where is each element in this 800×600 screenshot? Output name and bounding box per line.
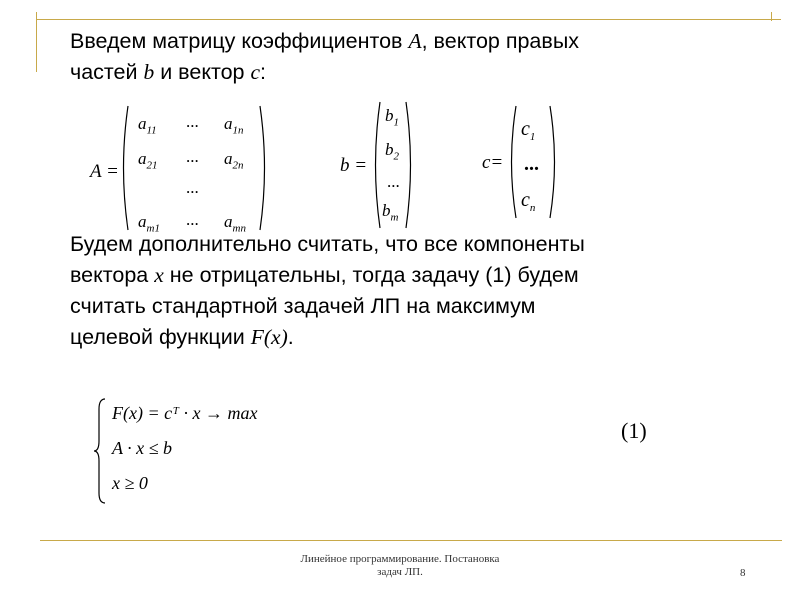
footer-line-2: задач ЛП. (377, 566, 423, 578)
vector-c-entry-2: ... (524, 153, 539, 175)
system-brace (93, 397, 107, 505)
condition-text-2b: не отрицательны, тогда задачу (1) будем (163, 263, 579, 287)
vector-b-right-paren (404, 100, 416, 230)
condition-paragraph (70, 229, 750, 353)
symbol-A: A (408, 29, 422, 53)
intro-text-2: , вектор правых (421, 29, 580, 53)
intro-text-5: : (260, 60, 266, 84)
right-tick (771, 12, 772, 21)
intro-paragraph (70, 26, 730, 88)
top-rule (36, 19, 781, 20)
condition-line-1: Будем дополнительно считать, что все компоненты (70, 232, 585, 256)
matrix-A-cell-12: ... (186, 112, 199, 131)
system-constraint: A · x ≤ b (112, 438, 173, 458)
matrix-A-cell-22: ... (186, 147, 199, 166)
vector-c-entry-1: $c_1$ (521, 118, 536, 143)
matrix-A-cell-42: ... (186, 210, 199, 229)
vector-c-right-paren (548, 104, 560, 220)
vector-c-label: c= (482, 152, 504, 173)
symbol-x: x (154, 263, 164, 287)
left-rule (36, 12, 37, 72)
condition-text-2a: вектора (70, 263, 155, 287)
vector-c-entry-3: $c_n$ (521, 189, 536, 214)
matrix-A-label: A = (90, 161, 119, 182)
footer-line-1: Линейное программирование. Постановка (300, 553, 500, 565)
system-objective: F(x) = cᵀ · x → max (112, 403, 258, 423)
page-number: 8 (740, 567, 746, 579)
matrix-A-cell-23: $a_{2n}$ (224, 149, 244, 172)
vector-b-label: b = (340, 155, 368, 176)
vector-b-entry-3: ... (387, 172, 400, 191)
matrix-A-cell-13: $a_{1n}$ (224, 114, 244, 137)
matrix-A-cell-32: ... (186, 178, 199, 197)
condition-text-4b: . (287, 325, 294, 349)
condition-text-4a: целевой функции (70, 325, 251, 349)
symbol-b: b (143, 60, 155, 84)
matrix-A-cell-11: $a_{11}$ (138, 114, 157, 137)
footer-rule (40, 540, 782, 541)
footer-title (250, 553, 550, 579)
vector-b-left-paren (370, 100, 382, 230)
matrix-A-left-paren (118, 104, 130, 232)
matrix-A-cell-21: $a_{21}$ (138, 149, 158, 172)
vector-b-entry-4: $b_m$ (382, 201, 399, 224)
matrix-A-right-paren (258, 104, 270, 232)
intro-text-4: и вектор (154, 60, 251, 84)
system-nonnegativity: x ≥ 0 (112, 473, 148, 493)
vector-b-entry-2: $b_2$ (385, 140, 399, 163)
condition-line-3: считать стандартной задачей ЛП на максимум (70, 294, 536, 318)
matrix-A-cell-41: $a_{m1}$ (138, 212, 160, 235)
symbol-Fx: F(x) (250, 325, 288, 349)
vector-c-left-paren (506, 104, 518, 220)
matrix-A-cell-43: $a_{mn}$ (224, 212, 246, 235)
vector-b-entry-1: $b_1$ (385, 106, 399, 129)
intro-text-1: Введем матрицу коэффициентов (70, 29, 409, 53)
intro-text-3: частей (70, 60, 144, 84)
equation-number: (1) (621, 418, 647, 443)
symbol-c: c (250, 60, 261, 84)
